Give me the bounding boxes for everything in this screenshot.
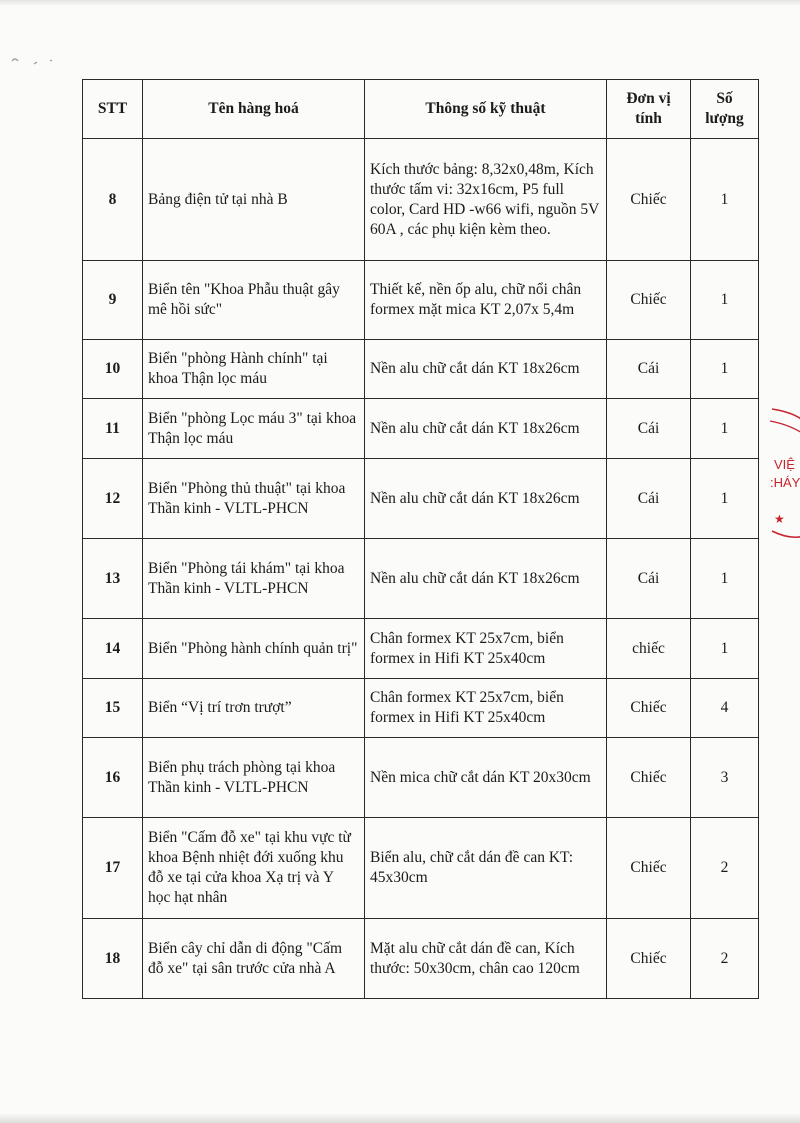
row-qty: 1 <box>691 399 759 459</box>
stamp-text-line1: VIỆ <box>774 457 795 472</box>
table-row <box>83 139 759 261</box>
row-spec: Chân formex KT 25x7cm, biển formex in Hifi KT 25x40cm <box>365 679 607 738</box>
table-row <box>83 738 759 818</box>
row-stt: 17 <box>83 818 143 919</box>
scan-edge-bottom <box>0 1113 800 1123</box>
table-row <box>83 619 759 679</box>
row-name: Biển "Phòng tái khám" tại khoa Thần kinh - VLTL-PHCN <box>143 539 365 619</box>
row-spec: Nền alu chữ cắt dán KT 18x26cm <box>365 340 607 399</box>
row-spec: Nền alu chữ cắt dán KT 18x26cm <box>365 399 607 459</box>
row-stt: 10 <box>83 340 143 399</box>
row-qty: 1 <box>691 459 759 539</box>
row-qty: 1 <box>691 539 759 619</box>
row-unit: Cái <box>607 399 691 459</box>
red-seal-stamp-fragment <box>768 405 800 545</box>
row-spec: Chân formex KT 25x7cm, biển formex in Hifi KT 25x40cm <box>365 619 607 679</box>
header-name: Tên hàng hoá <box>143 80 365 139</box>
scan-edge-top <box>0 0 800 6</box>
table-row <box>83 539 759 619</box>
row-unit: Chiếc <box>607 679 691 738</box>
table-header-row <box>83 80 759 139</box>
row-qty: 1 <box>691 619 759 679</box>
row-name: Biển "Cấm đỗ xe" tại khu vực từ khoa Bệnh nhiệt đới xuống khu đỗ xe tại cửa khoa Xạ trị và Y học hạt nhân <box>143 818 365 919</box>
header-unit: Đơn vị tính <box>607 80 691 139</box>
row-stt: 12 <box>83 459 143 539</box>
row-qty: 1 <box>691 340 759 399</box>
row-stt: 16 <box>83 738 143 818</box>
row-name: Biển cây chỉ dẫn di động "Cấm đỗ xe" tại sân trước cửa nhà A <box>143 919 365 999</box>
row-spec: Nền mica chữ cắt dán KT 20x30cm <box>365 738 607 818</box>
row-qty: 2 <box>691 919 759 999</box>
row-unit: Chiếc <box>607 919 691 999</box>
row-name: Biển "phòng Lọc máu 3" tại khoa Thận lọc máu <box>143 399 365 459</box>
row-qty: 1 <box>691 139 759 261</box>
row-spec: Kích thước bảng: 8,32x0,48m, Kích thước tấm vi: 32x16cm, P5 full color, Card HD -w66 wifi, nguồn 5V 60A , các phụ kiện kèm theo. <box>365 139 607 261</box>
row-stt: 18 <box>83 919 143 999</box>
row-name: Biển "phòng Hành chính" tại khoa Thận lọc máu <box>143 340 365 399</box>
table-row <box>83 261 759 340</box>
row-unit: chiếc <box>607 619 691 679</box>
row-unit: Chiếc <box>607 261 691 340</box>
row-spec: Nền alu chữ cắt dán KT 18x26cm <box>365 459 607 539</box>
row-qty: 1 <box>691 261 759 340</box>
row-unit: Chiếc <box>607 139 691 261</box>
row-stt: 15 <box>83 679 143 738</box>
row-name: Biển phụ trách phòng tại khoa Thần kinh - VLTL-PHCN <box>143 738 365 818</box>
table-row <box>83 679 759 738</box>
row-name: Biển “Vị trí trơn trượt” <box>143 679 365 738</box>
row-stt: 8 <box>83 139 143 261</box>
row-name: Bảng điện tử tại nhà B <box>143 139 365 261</box>
table-row <box>83 818 759 919</box>
row-stt: 9 <box>83 261 143 340</box>
row-spec: Biển alu, chữ cắt dán đề can KT: 45x30cm <box>365 818 607 919</box>
row-spec: Mặt alu chữ cắt dán đề can, Kích thước: 50x30cm, chân cao 120cm <box>365 919 607 999</box>
header-spec: Thông số kỹ thuật <box>365 80 607 139</box>
row-stt: 13 <box>83 539 143 619</box>
row-spec: Thiết kế, nền ốp alu, chữ nổi chân formex mặt mica KT 2,07x 5,4m <box>365 261 607 340</box>
goods-table <box>82 79 759 999</box>
row-unit: Cái <box>607 459 691 539</box>
header-qty: Số lượng <box>691 80 759 139</box>
row-unit: Cái <box>607 539 691 619</box>
row-unit: Cái <box>607 340 691 399</box>
row-qty: 2 <box>691 818 759 919</box>
row-name: Biển "Phòng thủ thuật" tại khoa Thần kinh - VLTL-PHCN <box>143 459 365 539</box>
row-unit: Chiếc <box>607 738 691 818</box>
row-unit: Chiếc <box>607 818 691 919</box>
row-spec: Nền alu chữ cắt dán KT 18x26cm <box>365 539 607 619</box>
table-row <box>83 459 759 539</box>
table-row <box>83 919 759 999</box>
row-stt: 14 <box>83 619 143 679</box>
row-stt: 11 <box>83 399 143 459</box>
row-qty: 4 <box>691 679 759 738</box>
row-name: Biển "Phòng hành chính quản trị" <box>143 619 365 679</box>
table-row <box>83 399 759 459</box>
header-stt: STT <box>83 80 143 139</box>
stamp-text-line2: :HÁY <box>770 475 800 490</box>
stamp-star-icon: ★ <box>774 512 785 526</box>
table-row <box>83 340 759 399</box>
scan-speck-mark <box>10 55 70 67</box>
row-name: Biển tên "Khoa Phẫu thuật gây mê hồi sức" <box>143 261 365 340</box>
row-qty: 3 <box>691 738 759 818</box>
